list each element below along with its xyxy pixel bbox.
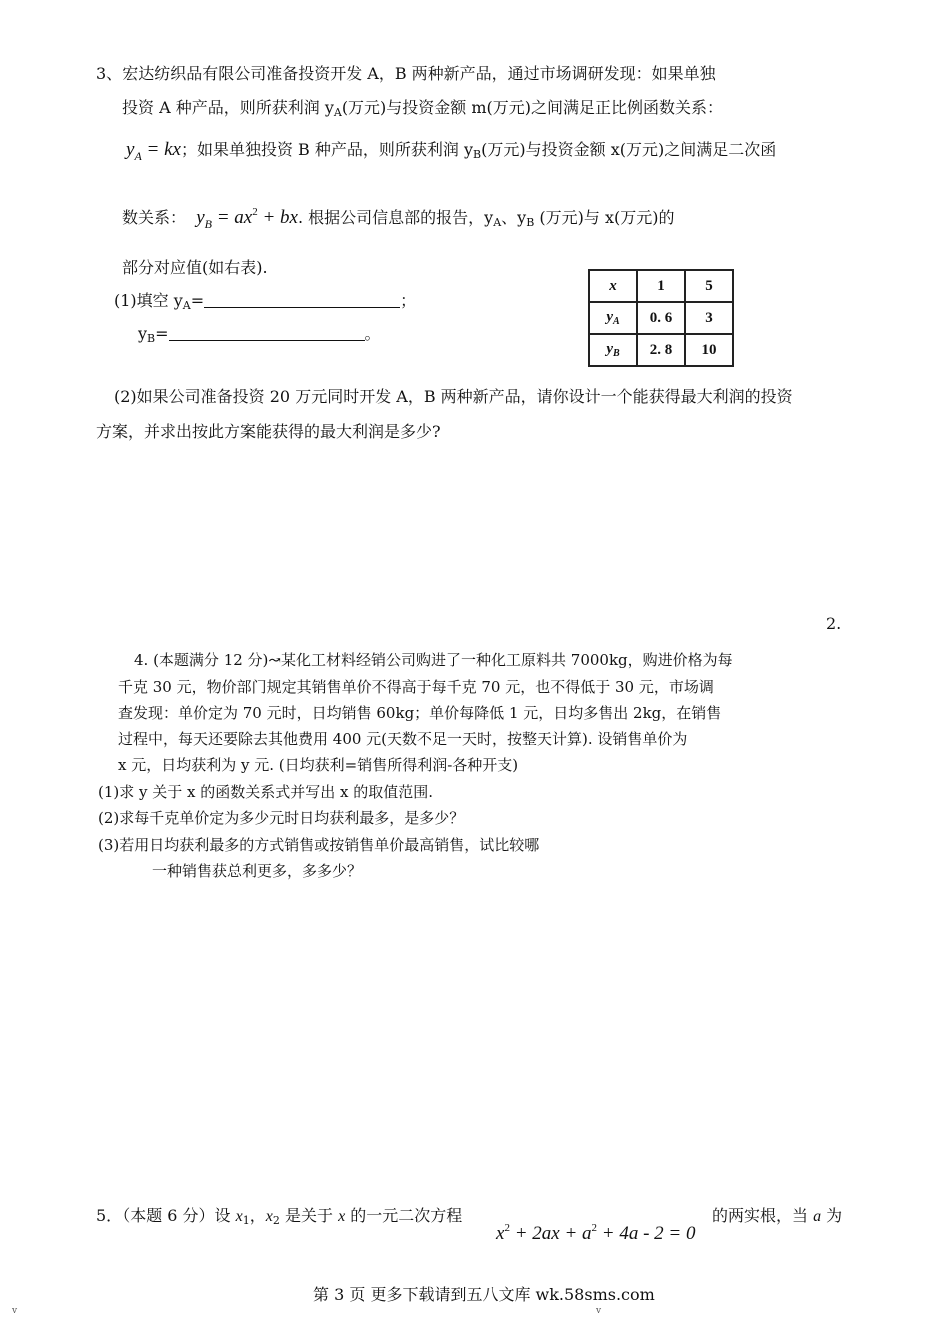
- q4-line1: 4. (本题满分 12 分)↝某化工材料经销公司购进了一种化工原料共 7000kg，购进价格为每: [134, 651, 733, 669]
- table-row: [589, 302, 733, 334]
- table-cell: 5: [685, 270, 733, 302]
- formula-ya: $y_A$ = kx: [126, 139, 181, 163]
- table-row: [589, 270, 733, 302]
- q5-equation: $x^2 + 2ax + a^2 + 4a - 2 = 0$: [496, 1222, 696, 1244]
- q3-part1-yb: $y_B=$ 。: [138, 324, 381, 345]
- table-cell: 1: [637, 270, 685, 302]
- q4-part1: (1)求 y 关于 x 的函数关系式并写出 x 的取值范围.: [98, 783, 434, 801]
- q4-line5: x 元，日均获利为 y 元. (日均获利=销售所得利润-各种开支): [118, 756, 519, 774]
- table-cell: 3: [685, 302, 733, 334]
- page-footer: 第 3 页 更多下载请到五八文库 wk.58sms.com: [313, 1285, 655, 1304]
- q5-line1-tail: 的两实根，当 a 为: [712, 1206, 843, 1225]
- table-row: [589, 334, 733, 366]
- q3-intro-line1: 3、宏达纺织品有限公司准备投资开发 A，B 两种新产品，通过市场调研发现：如果单独: [96, 64, 716, 83]
- q3-intro-line3: $y_A$ = kx；如果单独投资 B 种产品，则所获利润 $y_B$(万元)与投资金额 x(万元)之间满足二次函: [126, 139, 777, 163]
- corner-mark-mid: v: [596, 1306, 602, 1316]
- formula-yb: $y_B = ax^2$ + bx: [196, 206, 298, 231]
- table-cell: 10: [685, 334, 733, 366]
- table-cell: $y_B$: [589, 334, 637, 366]
- q4-line3: 查发现：单价定为 70 元时，日均销售 60kg；单价每降低 1 元，日均多售出 2kg，在销售: [118, 704, 722, 722]
- q3-part1-ya: (1)填空 $y_A=$ ；: [114, 291, 417, 312]
- q5-line1: 5．（本题 6 分）设 $x_1$，$x_2$ 是关于 x 的一元二次方程: [96, 1206, 463, 1227]
- q4-part3: (3)若用日均获利最多的方式销售或按销售单价最高销售，试比较哪: [98, 836, 540, 854]
- value-table: [588, 269, 734, 367]
- table-cell: 2. 8: [637, 334, 685, 366]
- table-cell: x: [589, 270, 637, 302]
- q3-intro-line2: 投资 A 种产品，则所获利润 $y_A$(万元)与投资金额 m(万元)之间满足正比例函数关系：: [122, 98, 724, 119]
- q4-part3-cont: 一种销售获总利更多，多多少？: [152, 862, 363, 880]
- corner-mark-left: v: [12, 1306, 18, 1316]
- q3-part2-line2: 方案，并求出按此方案能获得的最大利润是多少?: [96, 422, 441, 441]
- squiggle-icon: ↝: [268, 651, 281, 669]
- table-cell: 0. 6: [637, 302, 685, 334]
- q3-intro-line4: 数关系： $y_B = ax^2$ + bx. 根据公司信息部的报告，$y_A$、$y_B$ (万元)与 x(万元)的: [122, 206, 675, 231]
- q3-part2-line1: (2)如果公司准备投资 20 万元同时开发 A，B 两种新产品，请你设计一个能获得最大利润的投资: [114, 387, 793, 406]
- table-cell: $y_A$: [589, 302, 637, 334]
- q3-intro-line5: 部分对应值(如右表).: [122, 258, 268, 277]
- q4-part2: (2)求每千克单价定为多少元时日均获利最多，是多少？: [98, 809, 465, 827]
- q4-line4: 过程中，每天还要除去其他费用 400 元(天数不足一天时，按整天计算). 设销售单价为: [118, 730, 688, 748]
- answer-blank-ya[interactable]: [204, 291, 400, 308]
- side-mark: 2.: [826, 614, 842, 633]
- q4-line2: 千克 30 元，物价部门规定其销售单价不得高于每千克 70 元，也不得低于 30 元，市场调: [118, 678, 714, 696]
- answer-blank-yb[interactable]: [169, 324, 365, 341]
